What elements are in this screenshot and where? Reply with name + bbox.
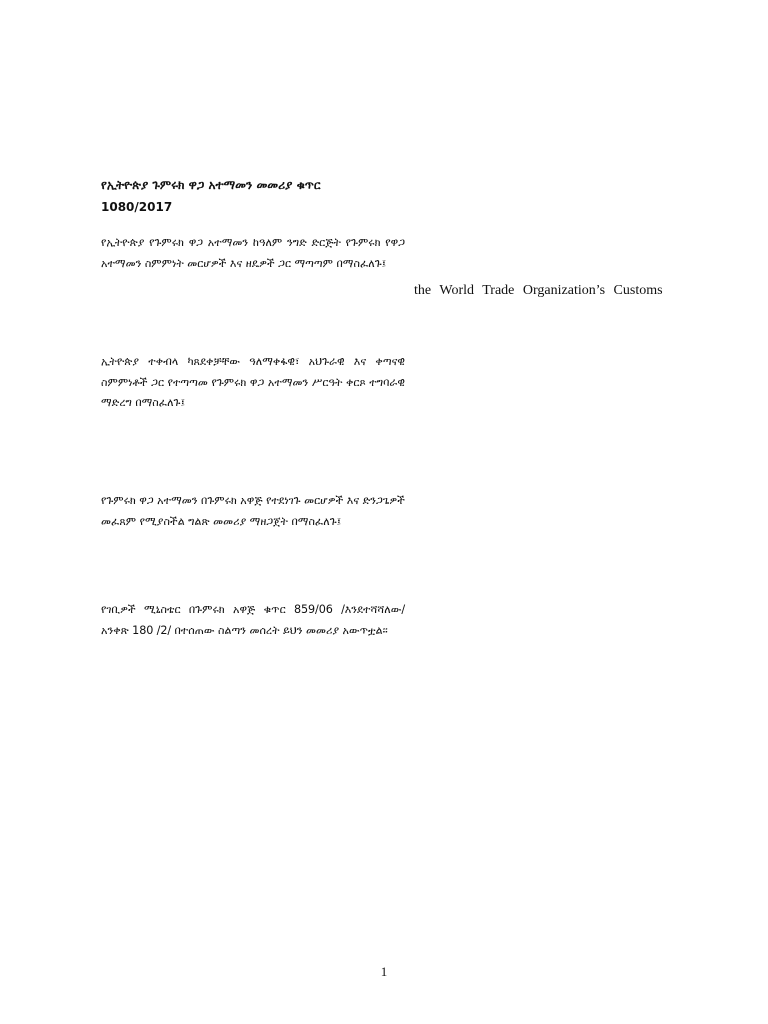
title-line-1: የኢትዮጵያ ጉምሩክ ዋጋ አተማመን መመሪያ ቁጥር: [101, 178, 321, 192]
paragraph-3: የጉምሩክ ዋጋ አተማመን በጉምሩክ አዋጅ የተደነገጉ መርሆዎች እና ድንጋጌዎች መፈጸም የሚያስችል ግልጽ መመሪያ ማዘጋጀት በማስፈለጉ፤: [101, 494, 405, 528]
title-line-2: 1080/2017: [101, 200, 173, 214]
page-number: 1: [380, 964, 388, 979]
paragraph-1: የኢትዮጵያ የጉምሩክ ዋጋ አተማመን ከዓለም ንግድ ድርጅት የጉምሩክ የዋጋ አተማመን ስምምነት መርሆዎች እና ዘዴዎች ጋር ማጣጣም በማስፈለጉ፤: [101, 236, 405, 270]
paragraph-2: ኢትዮጵያ ተቀብላ ካጸደቀቻቸው ዓለማቀፋዊ፣ አህጉራዊ እና ቀጣናዊ ስምምነቶች ጋር የተጣጣመ የጉምሩክ ዋጋ አተማመን ሥርዓት ቀርጾ ተግባራዊ ማድረግ በማስፈለጉ፤: [101, 355, 405, 409]
side-note-text: the World Trade Organization’s Customs: [414, 283, 663, 298]
paragraph-4: የገቢዎች ሚኒስቴር በጉምሩክ አዋጅ ቁጥር 859/06 /እንደተሻሻለው/ አንቀጽ 180 /2/ በተሰጠው ስልጣን መሰረት ይህን መመሪያ አውጥቷል፡፡: [101, 603, 405, 637]
document-title: [101, 174, 421, 218]
